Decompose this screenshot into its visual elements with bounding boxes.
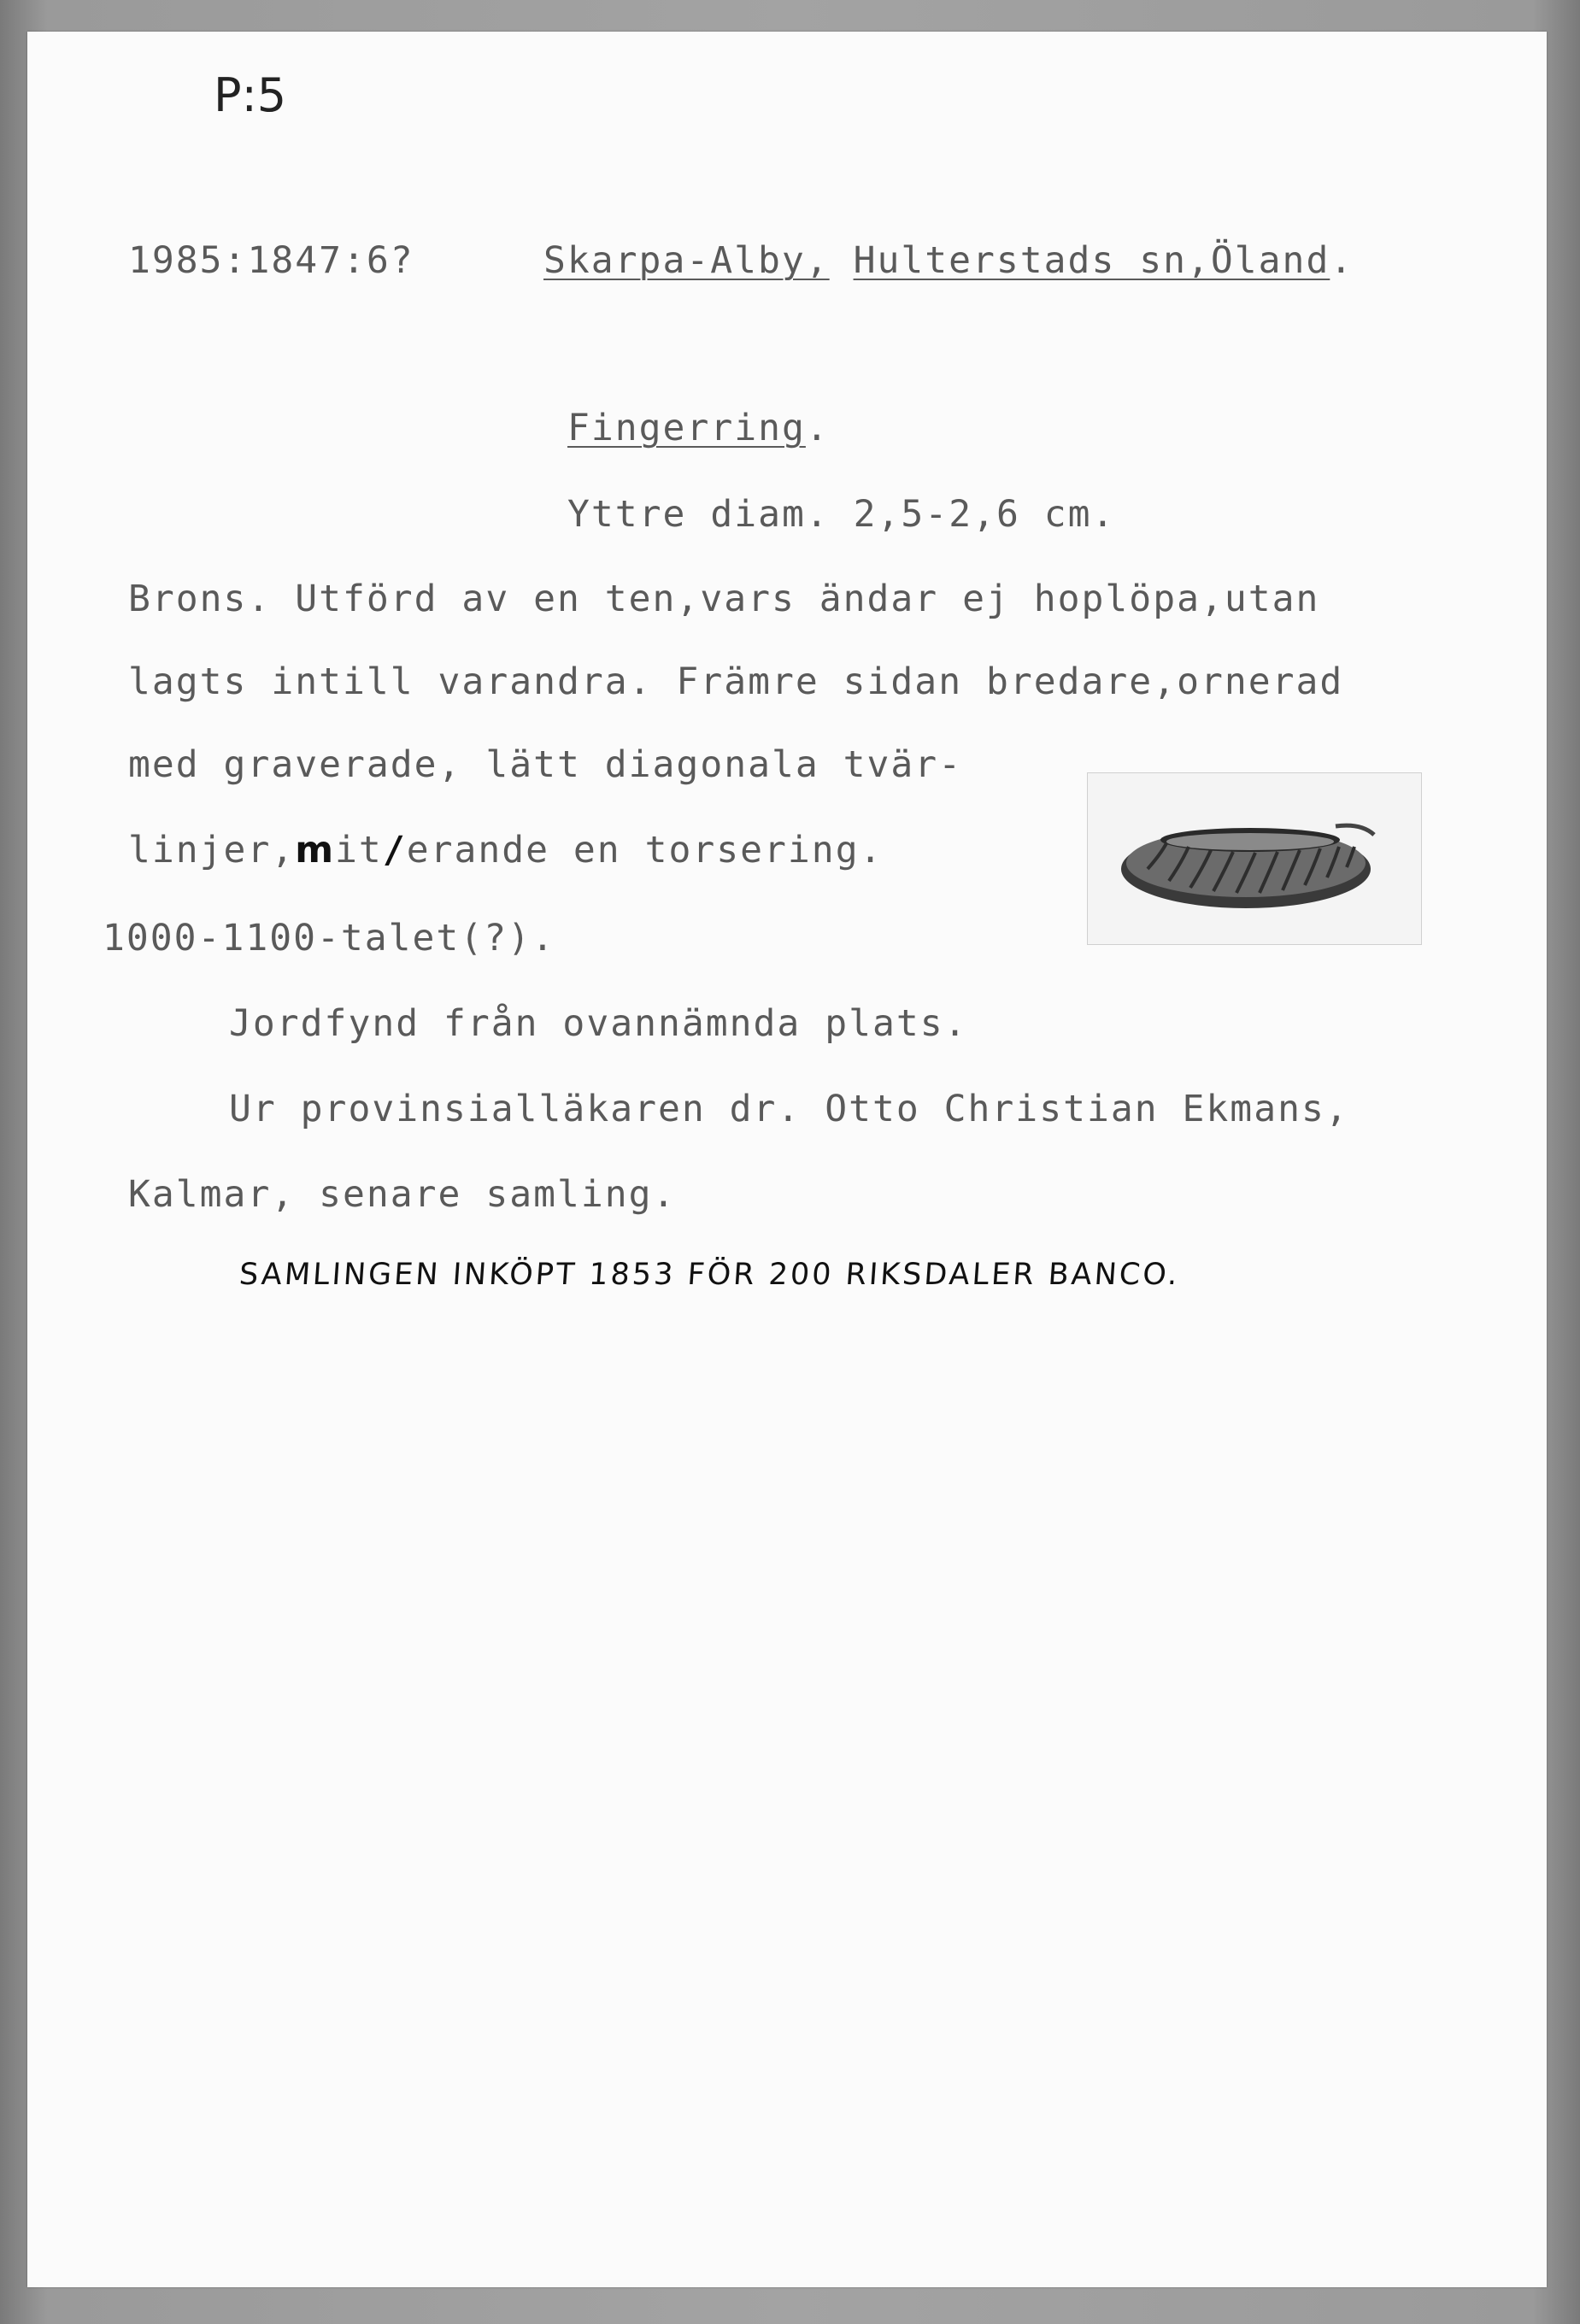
- line4-strike: /: [382, 829, 407, 872]
- provenance-line-2: Kalmar, senare samling.: [128, 1173, 677, 1216]
- dating: 1000-1100-talet(?).: [103, 917, 555, 960]
- object-name-end: .: [805, 407, 830, 449]
- description-line-1: Brons. Utförd av en ten,vars ändar ej hoplöpa,utan: [128, 578, 1320, 620]
- corner-mark: P:5: [214, 68, 287, 122]
- location-place: Skarpa-Alby,: [543, 239, 830, 282]
- find-context: Jordfynd från ovannämnda plats.: [229, 1002, 968, 1045]
- find-location: [543, 239, 1354, 282]
- location-parish: Hulterstads sn,Öland: [853, 239, 1330, 282]
- handwritten-correction: m: [295, 829, 336, 872]
- provenance-line-1: Ur provinsialläkaren dr. Otto Christian Ekmans,: [229, 1088, 1349, 1130]
- location-end: .: [1330, 239, 1354, 282]
- object-name-line: [567, 407, 830, 449]
- handwritten-note: SAMLINGEN INKÖPT 1853 FÖR 200 RIKSDALER BANCO.: [238, 1258, 1181, 1292]
- catalog-number: 1985:1847:6?: [128, 239, 414, 282]
- description-line-2: lagts intill varandra. Främre sidan bredare,ornerad: [128, 660, 1344, 703]
- line4-suffix: erande en torsering.: [406, 829, 884, 872]
- dimensions: Yttre diam. 2,5-2,6 cm.: [567, 493, 1116, 536]
- object-name: Fingerring: [567, 407, 806, 449]
- line4-prefix: linjer,: [128, 829, 296, 872]
- line4-middle: it: [335, 829, 383, 872]
- ring-photo: [1087, 772, 1422, 945]
- description-line-4: [128, 829, 884, 872]
- description-line-3: med graverade, lätt diagonala tvär-: [128, 743, 963, 786]
- catalog-card: [27, 32, 1547, 2287]
- ring-image: [1088, 773, 1421, 944]
